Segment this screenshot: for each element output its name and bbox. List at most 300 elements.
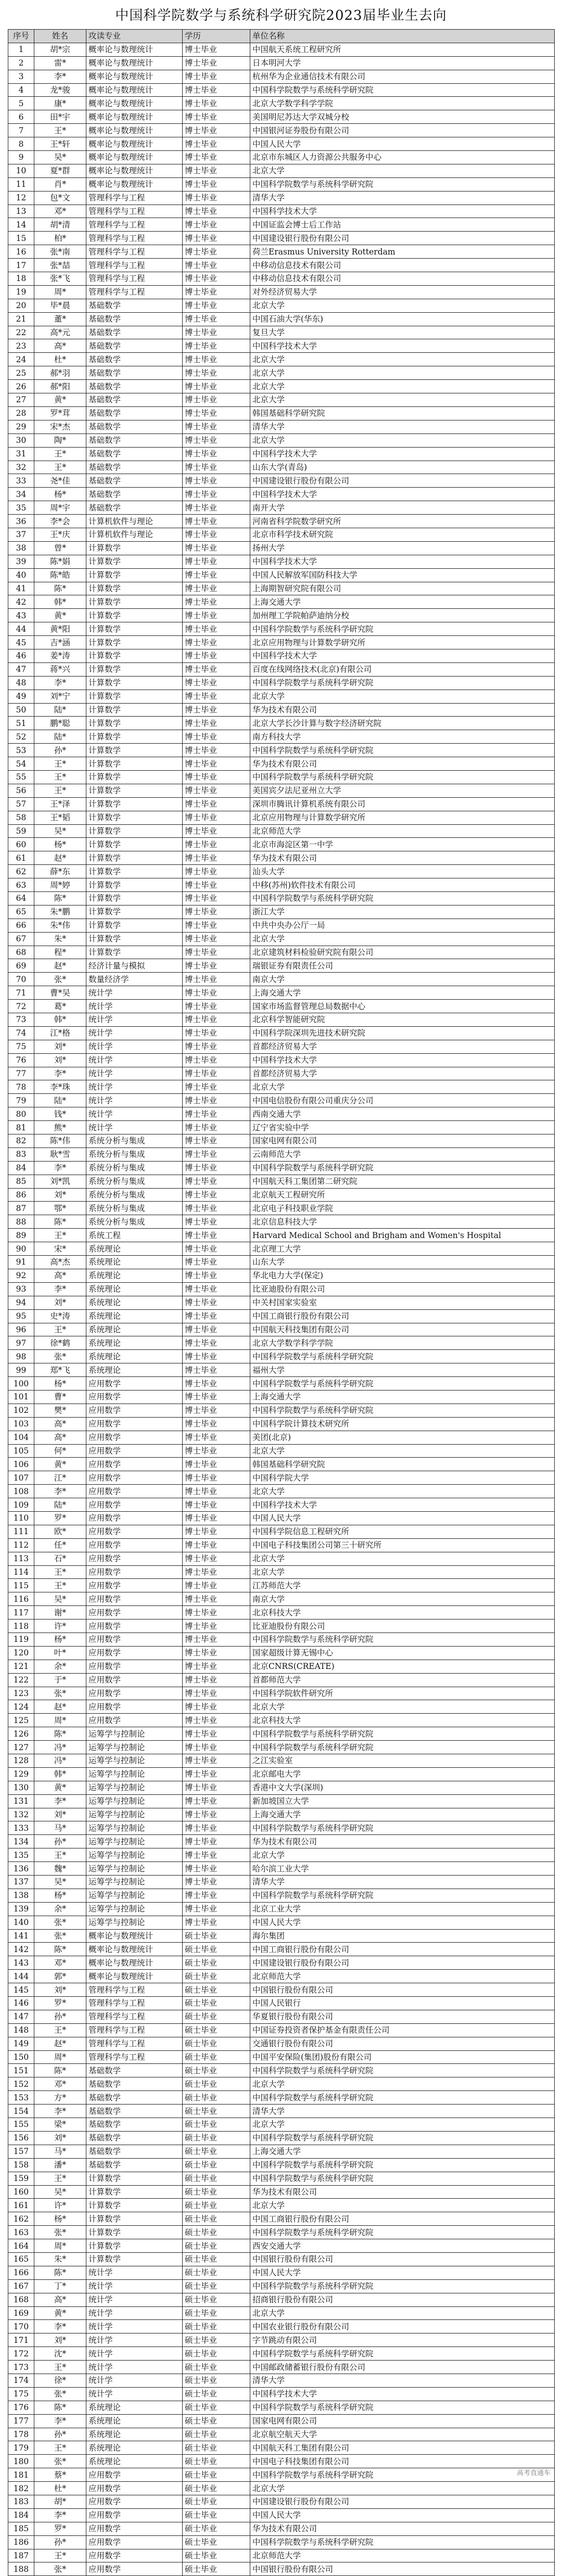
table-row (8, 43, 555, 56)
cell-no: 83 (8, 1147, 34, 1161)
cell-degree: 硕士毕业 (183, 2361, 250, 2374)
cell-no: 142 (8, 1943, 34, 1956)
cell-degree: 博士毕业 (183, 1660, 250, 1673)
cell-no: 176 (8, 2401, 34, 2414)
cell-name: 黄* (34, 393, 86, 407)
cell-no: 78 (8, 1080, 34, 1094)
cell-no: 89 (8, 1229, 34, 1242)
cell-major: 基础数学 (86, 353, 183, 366)
cell-unit: 山东大学(青岛) (250, 461, 555, 474)
table-row (8, 690, 555, 703)
cell-major: 应用数学 (86, 1511, 183, 1525)
cell-major: 计算数学 (86, 2185, 183, 2199)
cell-name: 于* (34, 1673, 86, 1687)
cell-no: 70 (8, 973, 34, 986)
cell-no: 99 (8, 1363, 34, 1377)
cell-major: 应用数学 (86, 2468, 183, 2482)
table-row (8, 1498, 555, 1512)
cell-name: 陈* (34, 892, 86, 906)
cell-unit: 中国电子科技集团有限公司 (250, 2455, 555, 2468)
cell-name: 张* (34, 1929, 86, 1943)
cell-unit: 山东大学 (250, 1256, 555, 1269)
cell-unit: 北京科技大学 (250, 1714, 555, 1727)
table-row (8, 1296, 555, 1309)
cell-no: 116 (8, 1592, 34, 1606)
cell-name: 李* (34, 676, 86, 690)
cell-major: 管理科学与工程 (86, 272, 183, 286)
cell-name: 柏* (34, 232, 86, 245)
cell-major: 应用数学 (86, 1565, 183, 1579)
cell-name: 史*涛 (34, 1309, 86, 1323)
table-row (8, 1134, 555, 1148)
cell-no: 23 (8, 339, 34, 353)
cell-name: 王*轩 (34, 137, 86, 151)
cell-degree: 博士毕业 (183, 1336, 250, 1350)
cell-name: 陈* (34, 1943, 86, 1956)
cell-unit: 华夏银行股份有限公司 (250, 2010, 555, 2023)
cell-name: 陆* (34, 1094, 86, 1107)
cell-name: 王* (34, 447, 86, 461)
cell-major: 应用数学 (86, 1431, 183, 1444)
cell-degree: 硕士毕业 (183, 1943, 250, 1956)
cell-major: 系统理论 (86, 2414, 183, 2428)
cell-no: 178 (8, 2428, 34, 2441)
cell-major: 统计学 (86, 2333, 183, 2347)
table-row (8, 1229, 555, 1242)
cell-no: 80 (8, 1107, 34, 1121)
cell-unit: 国家电网有限公司 (250, 2414, 555, 2428)
cell-unit: 清华大学 (250, 2374, 555, 2387)
cell-no: 90 (8, 1242, 34, 1256)
table-row (8, 393, 555, 407)
table-row (8, 1161, 555, 1175)
cell-no: 136 (8, 1862, 34, 1876)
cell-name: 王* (34, 461, 86, 474)
cell-major: 计算数学 (86, 2212, 183, 2226)
cell-name: 任* (34, 1538, 86, 1552)
table-row (8, 2226, 555, 2239)
cell-degree: 博士毕业 (183, 1673, 250, 1687)
cell-major: 计算数学 (86, 744, 183, 757)
cell-degree: 博士毕业 (183, 1687, 250, 1700)
cell-unit: 北京大学 (250, 164, 555, 177)
cell-no: 162 (8, 2212, 34, 2226)
table-row (8, 2441, 555, 2455)
cell-degree: 硕士毕业 (183, 2468, 250, 2482)
cell-unit: 北京大学 (250, 299, 555, 312)
table-row (8, 353, 555, 366)
table-row (8, 1835, 555, 1848)
cell-degree: 硕士毕业 (183, 2212, 250, 2226)
cell-name: 邓* (34, 205, 86, 218)
cell-degree: 博士毕业 (183, 1808, 250, 1821)
cell-name: 张* (34, 2562, 86, 2576)
cell-degree: 博士毕业 (183, 1417, 250, 1431)
cell-unit: 美国宾夕法尼亚州立大学 (250, 784, 555, 797)
cell-unit: 中国科学院数学与系统科学研究院 (250, 1161, 555, 1175)
table-row (8, 2562, 555, 2576)
cell-name: 吴* (34, 1592, 86, 1606)
cell-no: 183 (8, 2495, 34, 2508)
cell-name: 杜* (34, 2482, 86, 2495)
cell-unit: 中国科学院数学与系统科学研究院 (250, 177, 555, 191)
cell-no: 184 (8, 2508, 34, 2522)
cell-major: 应用数学 (86, 1485, 183, 1498)
cell-degree: 博士毕业 (183, 232, 250, 245)
table-row (8, 2037, 555, 2050)
cell-degree: 博士毕业 (183, 1000, 250, 1013)
cell-no: 76 (8, 1053, 34, 1067)
cell-no: 1 (8, 43, 34, 56)
cell-unit: 北京工业大学 (250, 1902, 555, 1916)
cell-major: 应用数学 (86, 1714, 183, 1727)
table-row (8, 56, 555, 70)
cell-unit: 中国人民大学 (250, 137, 555, 151)
cell-name: 高*元 (34, 326, 86, 339)
cell-no: 138 (8, 1889, 34, 1902)
cell-major: 基础数学 (86, 501, 183, 515)
cell-unit: 西南交通大学 (250, 1107, 555, 1121)
cell-name: 沈* (34, 2347, 86, 2361)
cell-unit: 北京市东城区人力资源公共服务中心 (250, 151, 555, 164)
cell-name: 康* (34, 97, 86, 110)
cell-major: 基础数学 (86, 2131, 183, 2145)
table-row (8, 1525, 555, 1538)
cell-major: 系统工程 (86, 1229, 183, 1242)
cell-no: 72 (8, 1000, 34, 1013)
cell-degree: 博士毕业 (183, 690, 250, 703)
cell-name: 谢* (34, 1606, 86, 1619)
cell-unit: 扬州大学 (250, 541, 555, 555)
cell-degree: 博士毕业 (183, 191, 250, 205)
cell-degree: 博士毕业 (183, 1781, 250, 1794)
cell-name: 董* (34, 312, 86, 326)
cell-degree: 硕士毕业 (183, 1956, 250, 1970)
cell-major: 统计学 (86, 986, 183, 1000)
cell-major: 统计学 (86, 2293, 183, 2306)
cell-name: 刘* (34, 1053, 86, 1067)
cell-name: 王* (34, 1565, 86, 1579)
cell-degree: 硕士毕业 (183, 2401, 250, 2414)
table-row (8, 1754, 555, 1768)
cell-no: 53 (8, 744, 34, 757)
cell-no: 67 (8, 932, 34, 946)
cell-no: 54 (8, 757, 34, 771)
cell-no: 13 (8, 205, 34, 218)
cell-degree: 硕士毕业 (183, 1983, 250, 1997)
cell-degree: 博士毕业 (183, 474, 250, 488)
cell-unit: 华为技术有限公司 (250, 757, 555, 771)
cell-name: 罗* (34, 1511, 86, 1525)
cell-degree: 博士毕业 (183, 770, 250, 784)
cell-name: 刘*宁 (34, 690, 86, 703)
table-row (8, 285, 555, 299)
cell-major: 计算数学 (86, 811, 183, 824)
cell-no: 66 (8, 919, 34, 932)
cell-name: 王* (34, 1229, 86, 1242)
cell-major: 计算数学 (86, 851, 183, 865)
cell-degree: 硕士毕业 (183, 2172, 250, 2185)
table-row (8, 97, 555, 110)
cell-major: 应用数学 (86, 1700, 183, 1714)
cell-major: 运筹学与控制论 (86, 1916, 183, 1929)
cell-name: 陆* (34, 1498, 86, 1512)
table-row (8, 824, 555, 838)
table-row (8, 878, 555, 892)
cell-major: 统计学 (86, 2374, 183, 2387)
cell-name: 陈*娟 (34, 555, 86, 568)
cell-unit: 上海交通大学 (250, 2145, 555, 2158)
cell-major: 计算数学 (86, 865, 183, 878)
table-row (8, 2293, 555, 2306)
cell-no: 169 (8, 2306, 34, 2320)
cell-major: 基础数学 (86, 2091, 183, 2105)
cell-degree: 博士毕业 (183, 110, 250, 124)
cell-major: 基础数学 (86, 433, 183, 447)
table-row (8, 272, 555, 286)
cell-no: 44 (8, 622, 34, 636)
cell-no: 104 (8, 1431, 34, 1444)
table-row (8, 770, 555, 784)
cell-major: 系统理论 (86, 2455, 183, 2468)
cell-no: 144 (8, 1970, 34, 1983)
cell-major: 系统理论 (86, 1269, 183, 1282)
table-row (8, 1377, 555, 1391)
table-row (8, 1579, 555, 1592)
cell-major: 系统理论 (86, 1309, 183, 1323)
cell-name: 王* (34, 1848, 86, 1862)
table-row (8, 946, 555, 959)
cell-unit: 北京大学 (250, 2482, 555, 2495)
cell-unit: 北京大学 (250, 393, 555, 407)
cell-major: 计算数学 (86, 2172, 183, 2185)
table-row (8, 1606, 555, 1619)
cell-no: 154 (8, 2105, 34, 2118)
header-no: 序号 (8, 30, 34, 43)
cell-name: 方* (34, 2091, 86, 2105)
cell-unit: 上海交通大学 (250, 1390, 555, 1404)
cell-degree: 博士毕业 (183, 555, 250, 568)
cell-name: 姜*涛 (34, 649, 86, 662)
cell-no: 157 (8, 2145, 34, 2158)
cell-major: 系统分析与集成 (86, 1215, 183, 1229)
cell-no: 73 (8, 1013, 34, 1027)
cell-major: 概率论与数理统计 (86, 110, 183, 124)
cell-unit: 北京大学数学科学学院 (250, 1336, 555, 1350)
cell-major: 应用数学 (86, 1619, 183, 1633)
cell-no: 185 (8, 2522, 34, 2535)
cell-unit: 中国科学院数学与系统科学研究院 (250, 2535, 555, 2549)
cell-major: 系统分析与集成 (86, 1161, 183, 1175)
cell-no: 119 (8, 1633, 34, 1646)
table-row (8, 2347, 555, 2361)
cell-name: 鄂* (34, 1202, 86, 1215)
cell-unit: 韩国基础科学研究院 (250, 406, 555, 420)
cell-degree: 博士毕业 (183, 1646, 250, 1660)
cell-degree: 博士毕业 (183, 1619, 250, 1633)
table-row (8, 838, 555, 851)
cell-major: 基础数学 (86, 339, 183, 353)
cell-degree: 博士毕业 (183, 1053, 250, 1067)
cell-unit: 中国科学院数学与系统科学研究院 (250, 2279, 555, 2293)
cell-major: 基础数学 (86, 366, 183, 380)
cell-no: 28 (8, 406, 34, 420)
cell-no: 63 (8, 878, 34, 892)
cell-degree: 博士毕业 (183, 1188, 250, 1202)
cell-degree: 博士毕业 (183, 380, 250, 393)
cell-unit: 南京大学 (250, 973, 555, 986)
cell-degree: 博士毕业 (183, 1215, 250, 1229)
cell-unit: 北京大学 (250, 1552, 555, 1565)
cell-major: 系统分析与集成 (86, 1147, 183, 1161)
cell-unit: 北京应用物理与计算数学研究所 (250, 811, 555, 824)
cell-major: 计算数学 (86, 649, 183, 662)
cell-no: 26 (8, 380, 34, 393)
cell-major: 概率论与数理统计 (86, 151, 183, 164)
table-row (8, 2320, 555, 2333)
cell-name: 王* (34, 1323, 86, 1336)
cell-unit: 交通银行股份有限公司 (250, 2037, 555, 2050)
cell-unit: 中国科学技术大学 (250, 555, 555, 568)
cell-degree: 博士毕业 (183, 245, 250, 259)
cell-no: 170 (8, 2320, 34, 2333)
table-row (8, 959, 555, 973)
cell-unit: 北京大学 (250, 1485, 555, 1498)
table-row (8, 797, 555, 811)
cell-major: 统计学 (86, 2361, 183, 2374)
table-row (8, 2252, 555, 2266)
cell-no: 3 (8, 70, 34, 83)
cell-name: 王* (34, 2023, 86, 2037)
table-row (8, 1458, 555, 1471)
table-row (8, 1821, 555, 1835)
cell-major: 概率论与数理统计 (86, 164, 183, 177)
cell-major: 基础数学 (86, 2158, 183, 2172)
cell-unit: 北京市海淀区第一中学 (250, 838, 555, 851)
cell-no: 108 (8, 1485, 34, 1498)
cell-no: 10 (8, 164, 34, 177)
cell-degree: 博士毕业 (183, 717, 250, 730)
cell-unit: 中国科学院数学与系统科学研究院 (250, 2172, 555, 2185)
cell-degree: 博士毕业 (183, 1040, 250, 1053)
cell-name: 王* (34, 770, 86, 784)
cell-degree: 博士毕业 (183, 1269, 250, 1282)
cell-unit: 中国工商银行股份有限公司 (250, 1943, 555, 1956)
cell-no: 107 (8, 1471, 34, 1485)
cell-unit: 北京大学 (250, 2199, 555, 2212)
cell-no: 2 (8, 56, 34, 70)
cell-no: 95 (8, 1309, 34, 1323)
table-row (8, 1269, 555, 1282)
cell-no: 180 (8, 2455, 34, 2468)
cell-no: 7 (8, 124, 34, 137)
cell-unit: 中国银河证券股份有限公司 (250, 124, 555, 137)
cell-unit: 招商银行股份有限公司 (250, 2293, 555, 2306)
cell-name: 刘* (34, 1808, 86, 1821)
cell-unit: 美团(北京) (250, 1431, 555, 1444)
cell-no: 131 (8, 1794, 34, 1808)
table-row (8, 1565, 555, 1579)
cell-unit: 韩国基础科学研究院 (250, 1458, 555, 1471)
cell-degree: 博士毕业 (183, 312, 250, 326)
cell-degree: 硕士毕业 (183, 2455, 250, 2468)
cell-name: 张*飞 (34, 272, 86, 286)
cell-name: 郝*羽 (34, 366, 86, 380)
cell-name: 尧*佳 (34, 474, 86, 488)
cell-no: 87 (8, 1202, 34, 1215)
cell-no: 92 (8, 1269, 34, 1282)
cell-degree: 硕士毕业 (183, 2482, 250, 2495)
cell-degree: 博士毕业 (183, 70, 250, 83)
cell-no: 159 (8, 2172, 34, 2185)
cell-no: 124 (8, 1700, 34, 1714)
cell-unit: 中移(苏州)软件技术有限公司 (250, 878, 555, 892)
cell-no: 22 (8, 326, 34, 339)
cell-no: 147 (8, 2010, 34, 2023)
cell-name: 周* (34, 2050, 86, 2064)
table-row (8, 582, 555, 595)
cell-major: 计算数学 (86, 892, 183, 906)
cell-major: 经济计量与模拟 (86, 959, 183, 973)
cell-degree: 博士毕业 (183, 1431, 250, 1444)
cell-unit: 北京理工大学 (250, 1242, 555, 1256)
cell-unit: 华为技术有限公司 (250, 851, 555, 865)
cell-degree: 硕士毕业 (183, 2441, 250, 2455)
cell-no: 40 (8, 568, 34, 582)
table-row (8, 1592, 555, 1606)
cell-major: 计算数学 (86, 946, 183, 959)
cell-unit: 北京大学 (250, 380, 555, 393)
table-row (8, 124, 555, 137)
cell-degree: 博士毕业 (183, 515, 250, 528)
cell-degree: 博士毕业 (183, 461, 250, 474)
cell-degree: 硕士毕业 (183, 1997, 250, 2010)
cell-name: 程* (34, 946, 86, 959)
cell-degree: 博士毕业 (183, 1848, 250, 1862)
cell-major: 基础数学 (86, 380, 183, 393)
cell-unit: 江苏师范大学 (250, 1579, 555, 1592)
cell-name: 孙* (34, 2535, 86, 2549)
cell-name: 葛* (34, 1000, 86, 1013)
cell-unit: 比亚迪股份有限公司 (250, 1619, 555, 1633)
table-row (8, 1673, 555, 1687)
table-row (8, 1094, 555, 1107)
cell-name: 蒋*兴 (34, 662, 86, 676)
table-row (8, 2508, 555, 2522)
cell-unit: 对外经济贸易大学 (250, 285, 555, 299)
cell-major: 计算数学 (86, 757, 183, 771)
cell-unit: 国家市场监督管理总局数据中心 (250, 1000, 555, 1013)
cell-name: 高* (34, 2293, 86, 2306)
cell-degree: 博士毕业 (183, 784, 250, 797)
cell-degree: 硕士毕业 (183, 2522, 250, 2535)
cell-no: 17 (8, 259, 34, 272)
cell-degree: 博士毕业 (183, 946, 250, 959)
cell-no: 21 (8, 312, 34, 326)
cell-name: 杨* (34, 838, 86, 851)
cell-no: 88 (8, 1215, 34, 1229)
table-row (8, 609, 555, 622)
cell-unit: 中共中央办公厅一局 (250, 919, 555, 932)
cell-major: 运筹学与控制论 (86, 1889, 183, 1902)
cell-no: 188 (8, 2562, 34, 2576)
cell-unit: 北京大学 (250, 433, 555, 447)
cell-name: 肖* (34, 177, 86, 191)
table-row (8, 2105, 555, 2118)
cell-major: 基础数学 (86, 420, 183, 433)
cell-major: 系统理论 (86, 1296, 183, 1309)
cell-major: 概率论与数理统计 (86, 70, 183, 83)
